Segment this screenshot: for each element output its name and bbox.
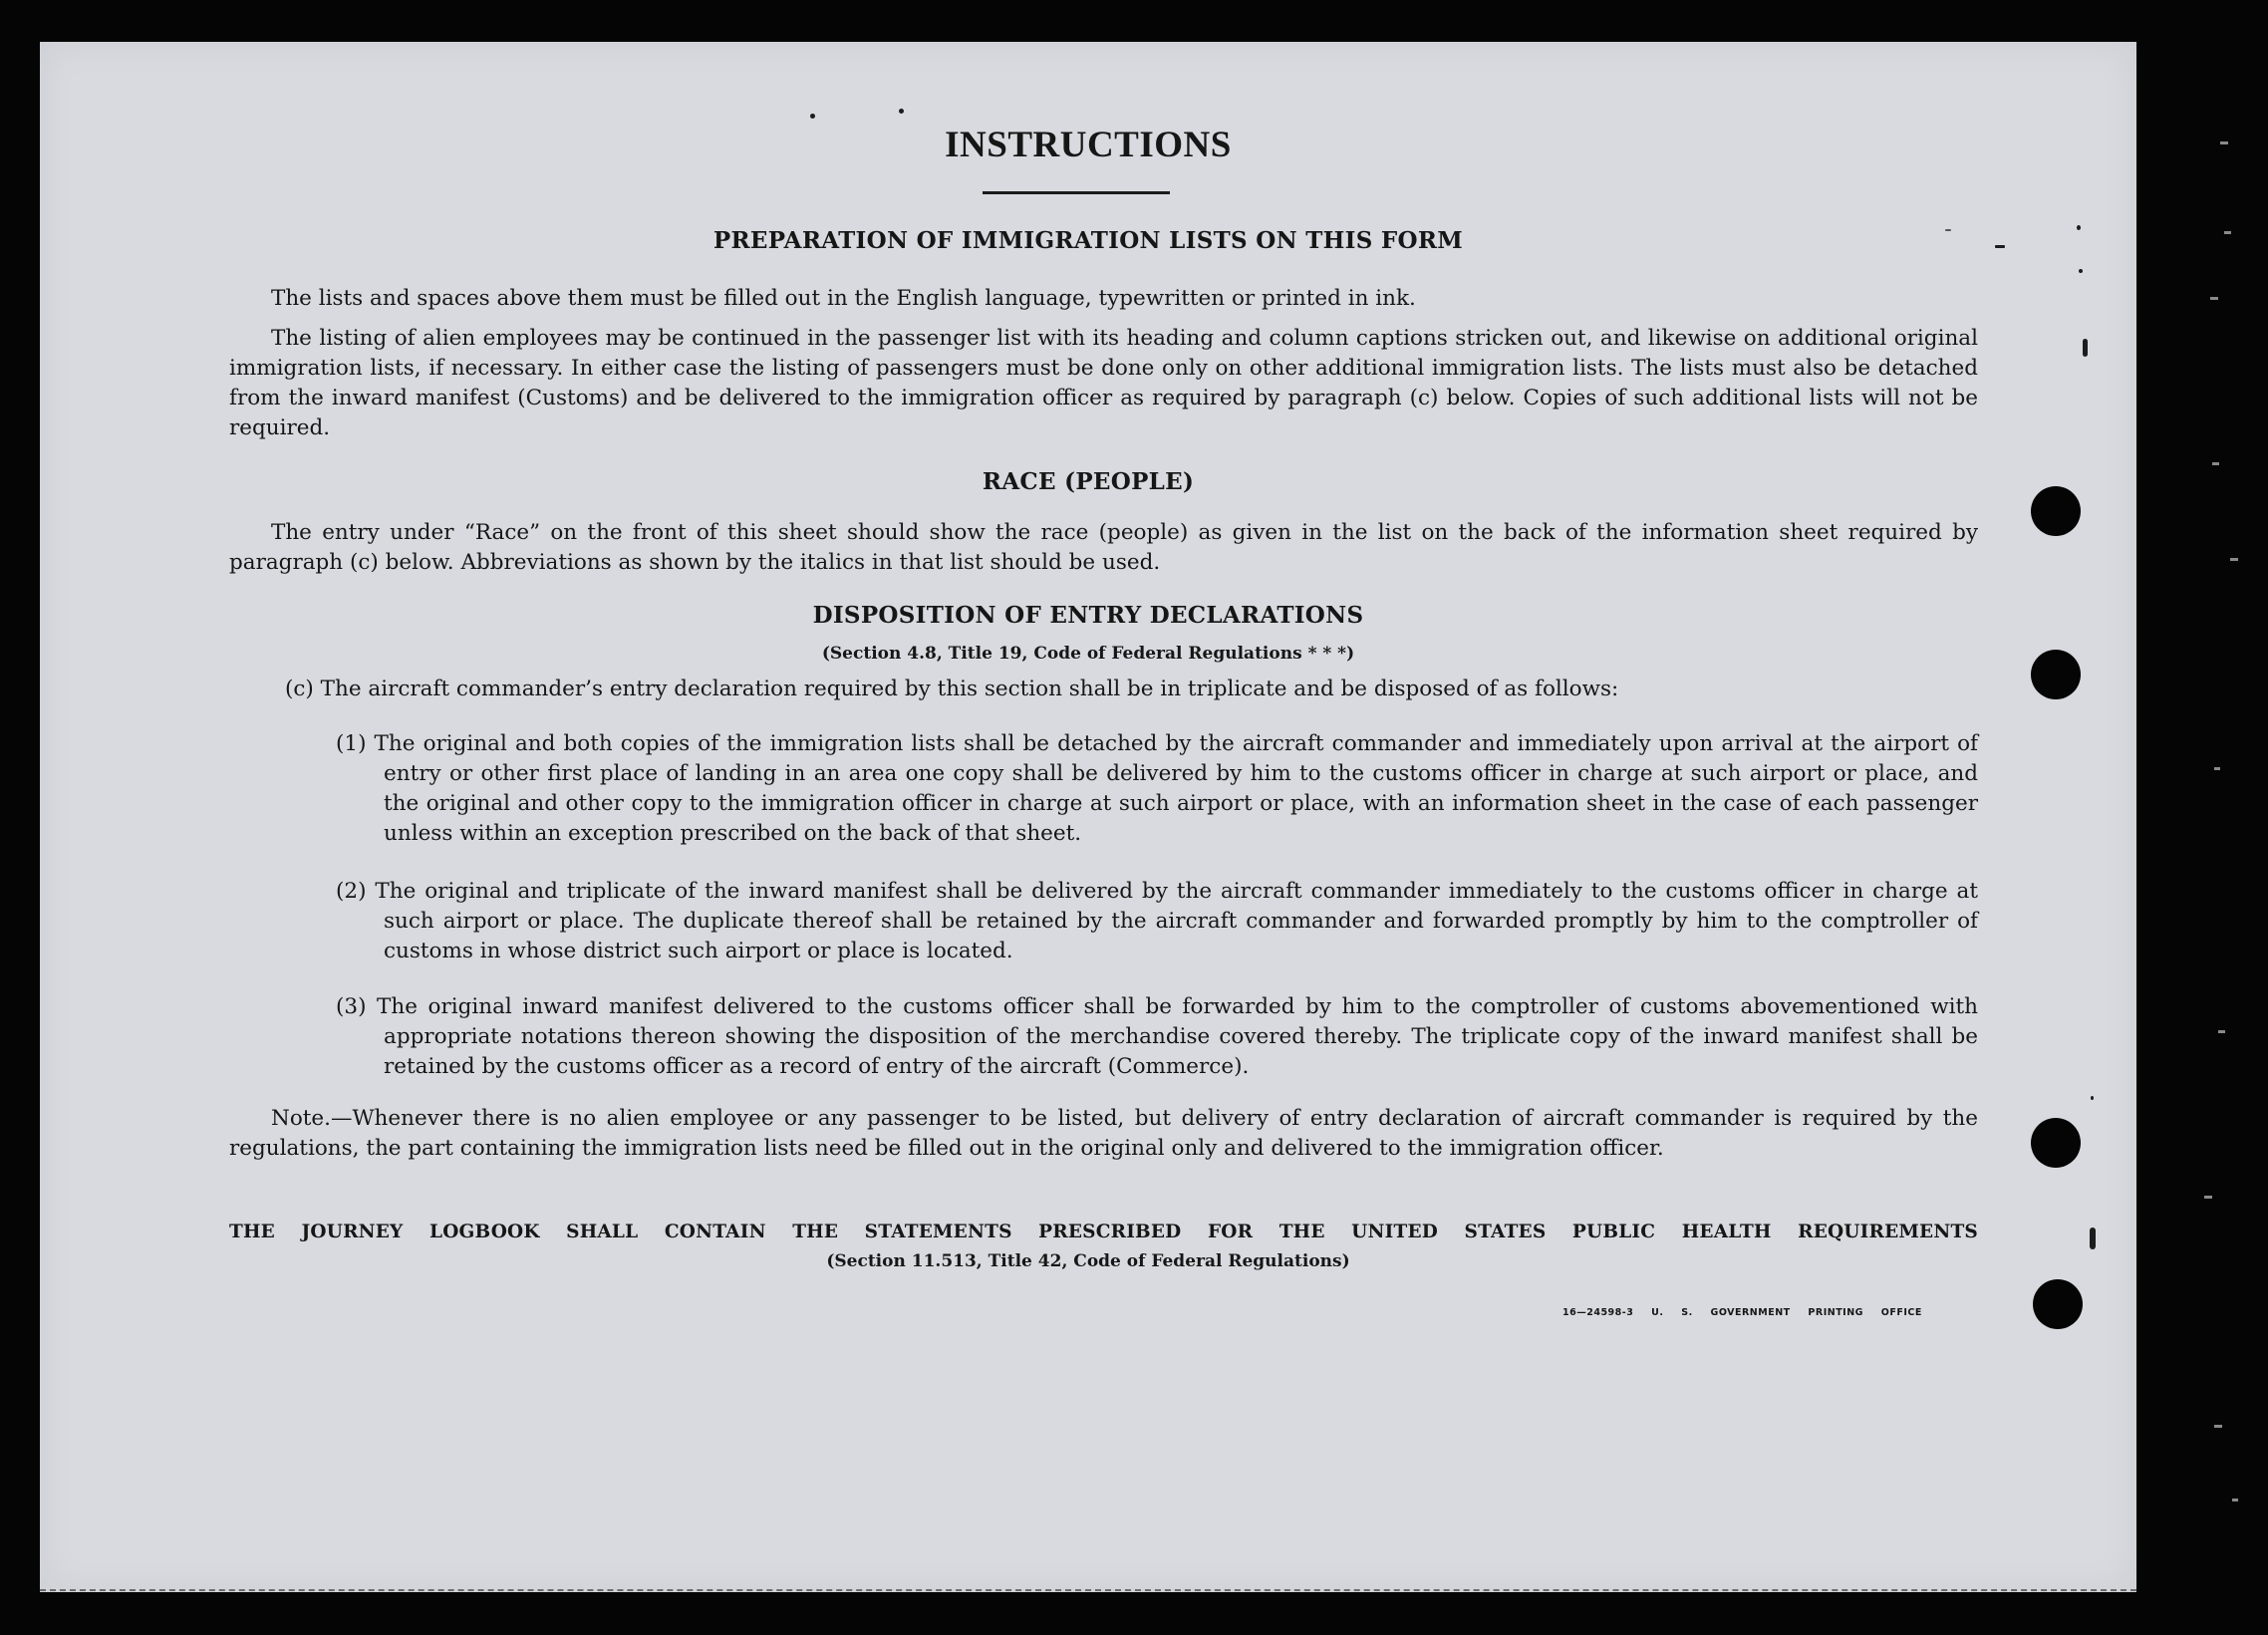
- ink-speck: [2079, 269, 2083, 273]
- ink-speck: [810, 114, 815, 119]
- race-paragraph: The entry under “Race” on the front of this sheet should show the race (people) as given in the list on the back of the information sheet required by paragraph (c) below. Abbreviations as shown by the italics in that list should be used.: [229, 520, 1978, 575]
- disposition-intro: (c) The aircraft commander’s entry declaration required by this section shall be in triplicate and be disposed of as follows:: [285, 677, 1619, 701]
- punch-hole: [2031, 486, 2081, 536]
- preparation-paragraph-2: The listing of alien employees may be continued in the passenger list with its heading and column captions stricken out, and likewise on additional original immigration lists, if necessary. In either case the listing of passengers must be done only on other additional immigration lists. The lists must also be detached from the inward manifest (Customs) and be delivered to the immigration officer as required by paragraph (c) below. Copies of such additional lists will not be required.: [229, 326, 1978, 440]
- ink-speck: [1995, 245, 2005, 248]
- public-health-statement: THE JOURNEY LOGBOOK SHALL CONTAIN THE STATEMENTS PRESCRIBED FOR THE UNITED STATES PUBLIC HEALTH REQUIREMENTS: [229, 1222, 1978, 1242]
- disposition-item-3: (3) The original inward manifest delivered to the customs officer shall be forwarded by him to the comptroller of customs abovementioned with appropriate notations thereon showing the disposition of the merchandise covered thereby. The triplicate copy of the inward manifest shall be retained by the customs officer as a record of entry of the aircraft (Commerce).: [336, 994, 1978, 1079]
- scan-speck: [2214, 767, 2220, 770]
- form-sheet: [40, 42, 2136, 1592]
- public-health-citation: (Section 11.513, Title 42, Code of Federal Regulations): [826, 1251, 1350, 1271]
- ink-speck: [2077, 225, 2081, 230]
- scan-speck: [2232, 1499, 2238, 1501]
- punch-hole: [2031, 650, 2081, 699]
- page-bottom-edge: [40, 1589, 2136, 1591]
- preparation-heading: PREPARATION OF IMMIGRATION LISTS ON THIS FORM: [712, 227, 1464, 254]
- ink-speck: [2083, 339, 2088, 357]
- punch-hole: [2031, 1118, 2081, 1168]
- disposition-citation: (Section 4.8, Title 19, Code of Federal Regulations * * *): [821, 644, 1355, 664]
- ink-speck: [899, 109, 904, 114]
- scan-speck: [2212, 462, 2219, 465]
- scan-speck: [2214, 1425, 2222, 1428]
- scan-speck: [2220, 141, 2228, 144]
- scan-speck: [2230, 558, 2238, 561]
- disposition-item-1: (1) The original and both copies of the immigration lists shall be detached by the aircraft commander and immediately upon arrival at the airport of entry or other first place of landing in an area one copy shall be delivered by him to the customs officer in charge at such airport or place, and the original and other copy to the immigration officer in charge at such airport or place, with an information sheet in the case of each passenger unless within an exception prescribed on the back of that sheet.: [336, 731, 1978, 846]
- printing-office-imprint: 16—24598-3 U. S. GOVERNMENT PRINTING OFFICE: [1562, 1307, 1922, 1318]
- scan-speck: [2204, 1196, 2212, 1199]
- ink-speck: [1945, 229, 1951, 231]
- scan-speck: [2218, 1030, 2225, 1033]
- disposition-heading: DISPOSITION OF ENTRY DECLARATIONS: [812, 602, 1364, 629]
- note-paragraph: Note.—Whenever there is no alien employee or any passenger to be listed, but delivery of entry declaration of aircraft commander is required by the regulations, the part containing the immigration lists need be filled out in the original only and delivered to the immigration officer.: [229, 1106, 1978, 1161]
- punch-hole: [2033, 1279, 2083, 1329]
- ink-speck: [2091, 1096, 2094, 1100]
- scan-speck: [2210, 297, 2218, 300]
- title-underline: [983, 191, 1170, 194]
- scan-speck: [2224, 231, 2231, 234]
- ink-speck: [2090, 1227, 2096, 1249]
- race-heading: RACE (PEOPLE): [982, 468, 1195, 495]
- disposition-item-2: (2) The original and triplicate of the inward manifest shall be delivered by the aircraft commander immediately to the customs officer in charge at such airport or place. The duplicate thereof shall be retained by the aircraft commander and forwarded promptly by him to the comptroller of customs in whose district such airport or place is located.: [336, 879, 1978, 963]
- preparation-paragraph-1: The lists and spaces above them must be filled out in the English language, typewritten or printed in ink.: [271, 286, 1416, 311]
- page-title: INSTRUCTIONS: [945, 125, 1232, 165]
